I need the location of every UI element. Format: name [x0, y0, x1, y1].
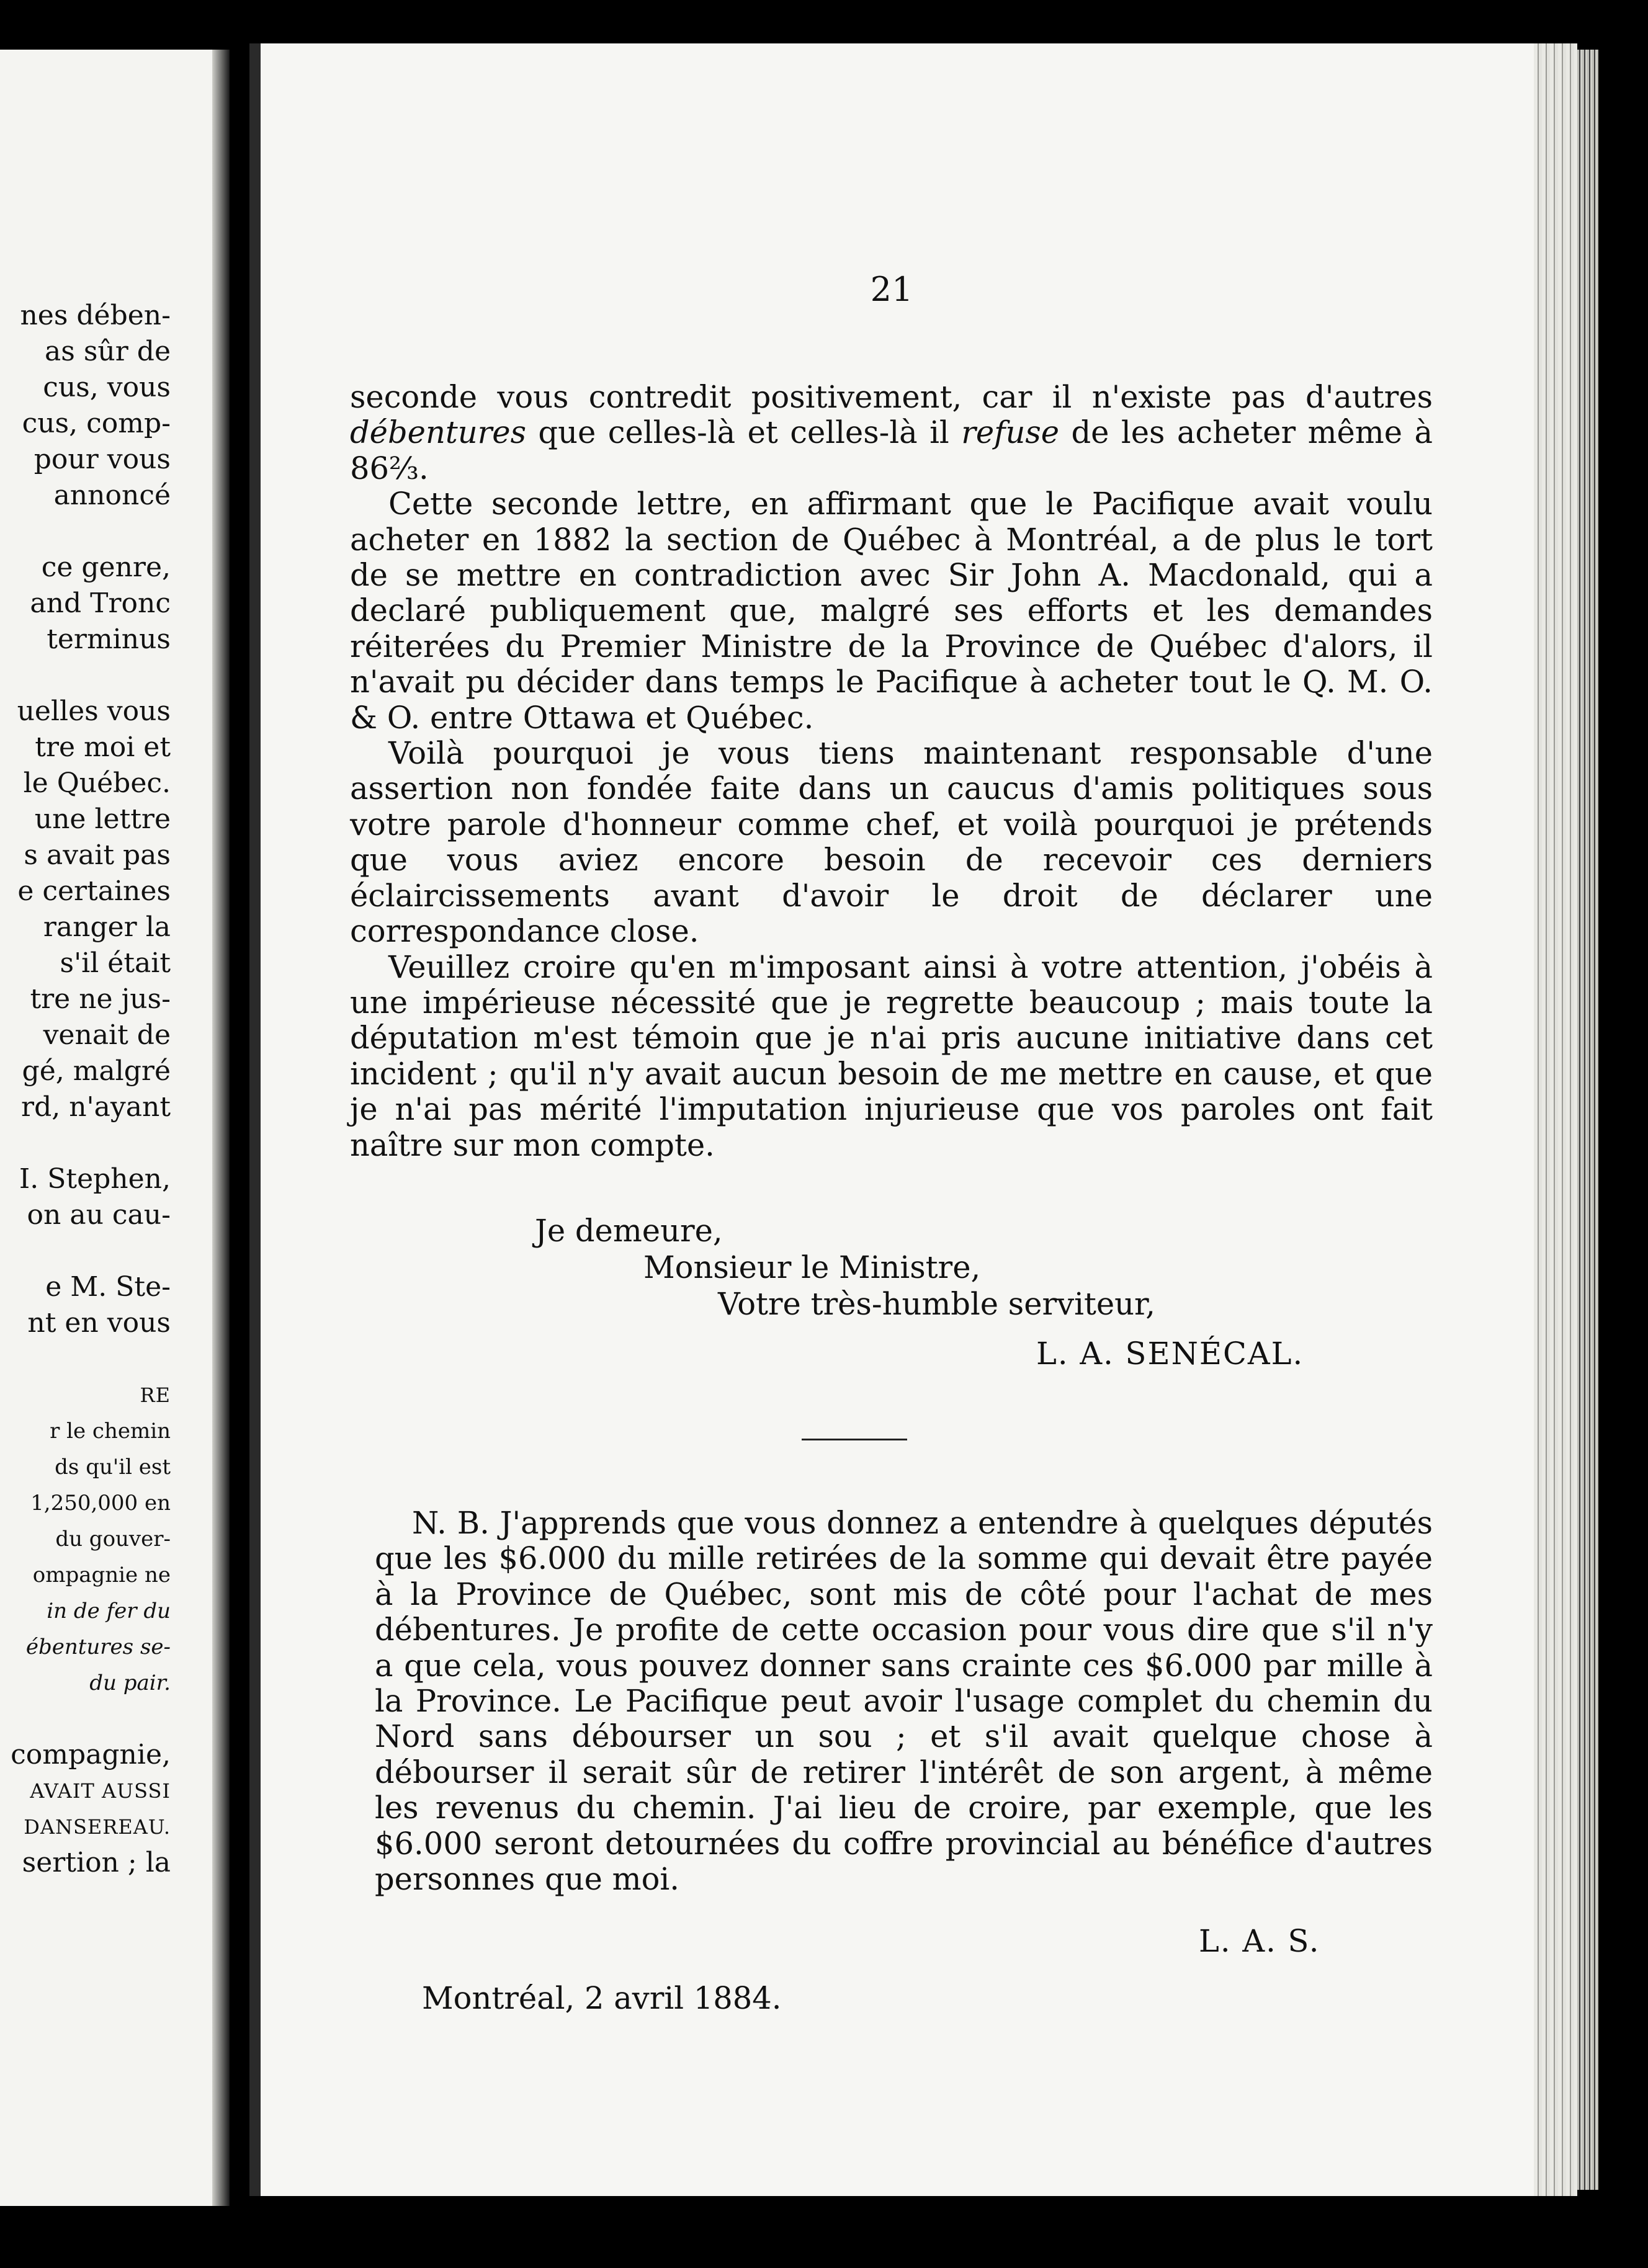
- closing-line-2: Monsieur le Ministre,: [643, 1249, 981, 1285]
- paragraph-responsibility: Voilà pourquoi je vous tiens maintenant responsable d'une assertion non fondée faite dans un caucus d'amis politiques sous votre parole d'honneur comme chef, et voilà pourquoi je prétends que vous aviez encore besoin de recevoir ces derniers éclaircissements avant d'avoir le droit de déclarer une correspondance close.: [350, 735, 1433, 950]
- left-page-line: DANSEREAU.: [24, 1815, 171, 1839]
- left-page-line: [0, 1125, 171, 1161]
- left-page-line: nes dében-: [20, 300, 171, 331]
- emphasis-refuse: refuse: [961, 414, 1060, 451]
- section-divider: [802, 1439, 907, 1440]
- postscript-nb: [375, 1506, 1433, 1897]
- left-page-line: ranger la: [43, 911, 171, 943]
- left-page-line: compagnie,: [11, 1739, 171, 1770]
- left-page-line: on au cau-: [27, 1199, 171, 1231]
- postscript-text: N. B. J'apprends que vous donnez a entendre à quelques députés que les $6.000 du mille retirées de la somme qui devait être payée à la Province de Québec, sont mis de côté pour l'achat de mes débentures. Je profite de cette occasion pour vous dire que s'il n'y a que cela, vous pouvez donner sans crainte ces $6.000 par mille à la Province. Le Pacifique peut avoir l'usage complet du chemin du Nord sans débourser un sou ; et s'il avait quelque chose à débourser il serait sûr de retirer l'intérêt de son argent, à même les revenus du chemin. J'ai lieu de croire, par exemple, que les $6.000 seront detournées du coffre provincial au bénéfice d'autres personnes que moi.: [375, 1505, 1433, 1898]
- left-page-line: I. Stephen,: [19, 1163, 171, 1195]
- paragraph-second-letter: Cette seconde lettre, en affirmant que le Pacifique avait voulu acheter en 1882 la section de Québec à Montréal, a de plus le tort de se mettre en contradiction avec Sir John A. Macdonald, qui a declaré publiquement que, malgré ses efforts et les demandes réiterées du Premier Ministre de la Province de Québec d'alors, il n'avait pu décider dans temps le Pacifique à acheter tout le Q. M. O. & O. entre Ottawa et Québec.: [350, 486, 1433, 736]
- left-page-line: cus, comp-: [22, 408, 171, 439]
- left-page-line: le Québec.: [23, 767, 171, 799]
- closing-line-1: Je demeure,: [535, 1213, 723, 1249]
- paragraph-closing-remarks: Veuillez croire qu'en m'imposant ainsi à votre attention, j'obéis à une impérieuse nécessité que je regrette beaucoup ; mais toute la députation m'est témoin que je n'ai pris aucune initiative dans cet incident ; qu'il n'y avait aucun besoin de me mettre en cause, et que je n'ai pas mérité l'imputation injurieuse que vos paroles ont fait naître sur mon compte.: [350, 949, 1433, 1163]
- postscript-initials: L. A. S.: [1199, 1923, 1320, 1959]
- left-page-line: cus, vous: [43, 372, 171, 403]
- left-page-line: pour vous: [34, 444, 171, 475]
- left-page-line: ompagnie ne: [32, 1563, 171, 1587]
- left-page-line: du pair.: [89, 1671, 171, 1695]
- left-page-line: 1,250,000 en: [30, 1491, 171, 1516]
- left-page-line: and Tronc: [30, 587, 171, 619]
- paragraph-continuation: seconde vous contredit positivement, car il n'existe pas d'autres débentures que celles-là et celles-là il refuse de les acheter même à 86⅔.: [350, 379, 1433, 486]
- left-page-line: in de fer du: [47, 1599, 171, 1623]
- page-stack-edge-outer: [1577, 50, 1598, 2190]
- closing-line-3: Votre très-humble serviteur,: [718, 1286, 1155, 1322]
- left-page-line: sertion ; la: [22, 1847, 171, 1878]
- left-page-line: terminus: [47, 623, 171, 655]
- left-page-line: e M. Ste-: [45, 1271, 171, 1303]
- left-page-line: AVAIT AUSSI: [30, 1779, 171, 1803]
- left-page-line: [0, 1341, 171, 1377]
- left-page-gutter: [212, 50, 230, 2206]
- main-page: [249, 43, 1534, 2196]
- page-stack-edge: [1534, 43, 1577, 2196]
- left-page-line: [0, 514, 171, 550]
- left-page-text: [0, 298, 171, 1881]
- left-page-line: ce genre,: [41, 551, 171, 583]
- left-page-line: [0, 658, 171, 694]
- left-page-line: s'il était: [60, 947, 171, 979]
- dateline: Montréal, 2 avril 1884.: [422, 1980, 782, 2016]
- left-page-line: [0, 1233, 171, 1269]
- left-page-line: venait de: [43, 1019, 171, 1051]
- left-page-line: RE: [140, 1383, 171, 1407]
- left-page-line: du gouver-: [55, 1527, 171, 1551]
- letter-body: [350, 380, 1433, 1163]
- left-page-line: rd, n'ayant: [21, 1091, 171, 1123]
- left-page-line: s avait pas: [24, 839, 171, 871]
- left-page-line: nt en vous: [27, 1307, 171, 1339]
- page-spine-shadow: [249, 43, 261, 2196]
- left-page-line: une lettre: [34, 803, 171, 835]
- left-page-line: e certaines: [17, 875, 171, 907]
- emphasis-debentures: débentures: [350, 414, 526, 451]
- left-page-line: tre moi et: [35, 731, 171, 763]
- left-page-line: annoncé: [53, 480, 171, 511]
- page-number: 21: [870, 270, 913, 309]
- left-page-line: as sûr de: [45, 336, 171, 367]
- left-facing-page: [0, 50, 230, 2206]
- left-page-line: ébentures se-: [25, 1635, 171, 1659]
- left-page-line: tre ne jus-: [30, 983, 171, 1015]
- left-page-line: uelles vous: [17, 695, 171, 727]
- left-page-line: gé, malgré: [22, 1055, 171, 1087]
- signature: L. A. SENÉCAL.: [1036, 1336, 1304, 1372]
- left-page-line: [0, 1701, 171, 1737]
- left-page-line: r le chemin: [50, 1419, 171, 1444]
- left-page-line: ds qu'il est: [55, 1455, 171, 1480]
